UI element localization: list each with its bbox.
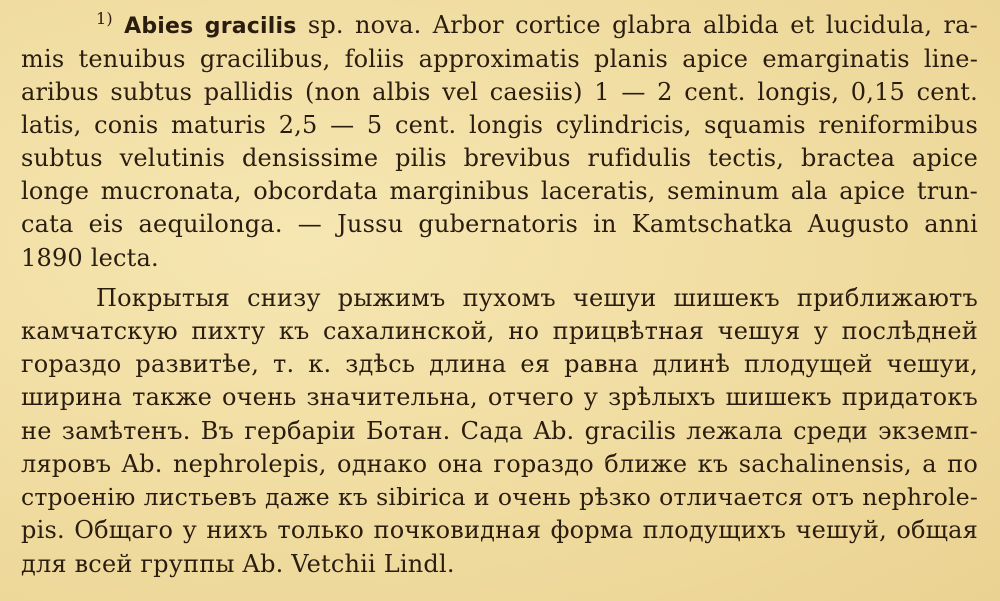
paragraph-line-5: не замѣтенъ. Въ гербаріи Ботан. Сада Ab. gracilis лежала среди экземп- xyxy=(21,417,978,445)
footnote-line-8: 1890 lecta. xyxy=(21,244,159,272)
footnote-line-2: mis tenuibus gracilibus, foliis approximatis planis apice emarginatis line- xyxy=(21,45,978,73)
footnote-line-3: aribus subtus pallidis (non albis vel caesiis) 1 — 2 cent. longis, 0,15 cent. xyxy=(21,78,978,106)
footnote-line-4: latis, conis maturis 2,5 — 5 cent. longis cylindricis, squamis reniformibus xyxy=(21,111,978,139)
paragraph-line-3: гораздо развитѣе, т. к. здѣсь длина ея равна длинѣ плодущей чешуи, xyxy=(21,350,978,378)
footnote-text: sp. nova. Arbor cortice glabra albida et lucidula, ra- xyxy=(307,11,978,39)
paragraph-line-9: для всей группы Ab. Vetchii Lindl. xyxy=(21,550,455,578)
footnote-line-5: subtus velutinis densissime pilis brevibus rufidulis tectis, bractea apice xyxy=(21,144,978,172)
footnote-line-1 xyxy=(96,10,978,42)
footnote-marker: 1) xyxy=(96,9,113,28)
paragraph-line-7: строенію листьевъ даже къ sibirica и очень рѣзко отличается отъ nephrole- xyxy=(21,483,978,511)
paragraph-line-8: pis. Общаго у нихъ только почковидная форма плодущихъ чешуй, общая xyxy=(21,516,978,544)
footnote-line-7: cata eis aequilonga. — Jussu gubernatoris in Kamtschatka Augusto anni xyxy=(21,210,978,238)
paragraph-line-1: Покрытыя снизу рыжимъ пухомъ чешуи шишекъ приближаютъ xyxy=(96,284,978,312)
paragraph-line-4: ширина также очень значительна, отчего у зрѣлыхъ шишекъ придатокъ xyxy=(21,383,978,411)
species-name: Abies gracilis xyxy=(124,14,297,39)
paragraph-line-2: камчатскую пихту къ сахалинской, но прицвѣтная чешуя у послѣдней xyxy=(21,317,978,345)
footnote-line-6: longe mucronata, obcordata marginibus laceratis, seminum ala apice trun- xyxy=(21,177,978,205)
paragraph-line-6: ляровъ Ab. nephrolepis, однако она гораздо ближе къ sachalinensis, а по xyxy=(21,450,978,478)
